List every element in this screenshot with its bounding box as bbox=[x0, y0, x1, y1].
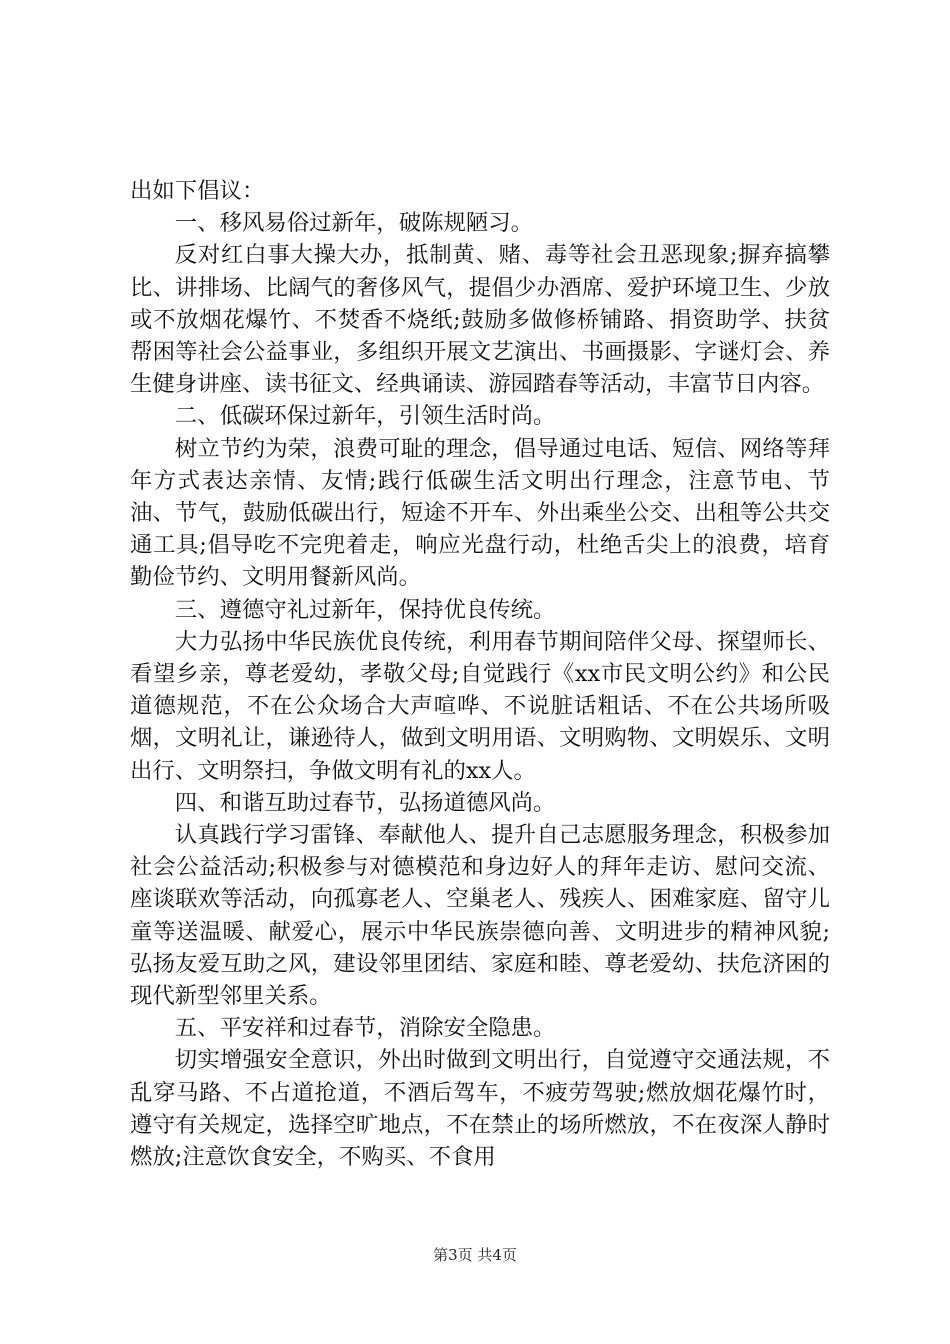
section-heading-5: 五、平安祥和过春节，消除安全隐患。 bbox=[174, 1015, 556, 1042]
document-body bbox=[130, 175, 830, 1173]
section-body-5: 切实增强安全意识，外出时做到文明出行，自觉遵守交通法规，不乱穿马路、不占道抢道，不酒后驾车，不疲劳驾驶;燃放烟花爆竹时，遵守有关规定，选择空旷地点，不在禁止的场所燃放，不在夜深人静时燃放;注意饮食安全，不购买、不食用 bbox=[130, 1047, 830, 1171]
section-body-4: 认真践行学习雷锋、奉献他人、提升自己志愿服务理念，积极参加社会公益活动;积极参与对德模范和身边好人的拜年走访、慰问交流、座谈联欢等活动，向孤寡老人、空巢老人、残疾人、困难家庭、留守儿童等送温暖、献爱心，展示中华民族崇德向善、文明进步的精神风貌;弘扬友爱互助之风，建设邻里团结、家庭和睦、尊老爱幼、扶危济困的现代新型邻里关系。 bbox=[130, 822, 830, 1010]
section-heading-4: 四、和谐互助过春节，弘扬道德风尚。 bbox=[174, 789, 556, 816]
page-number-footer: 第3页 共4页 bbox=[433, 1246, 517, 1264]
section-heading-1: 一、移风易俗过新年，破陈规陋习。 bbox=[174, 210, 534, 237]
section-body-2: 树立节约为荣，浪费可耻的理念，倡导通过电话、短信、网络等拜年方式表达亲情、友情;践行低碳生活文明出行理念，注意节电、节油、节气，鼓励低碳出行，短途不开车、外出乘坐公交、出租等公共交通工具;倡导吃不完兜着走，响应光盘行动，杜绝舌尖上的浪费，培育勤俭节约、文明用餐新风尚。 bbox=[130, 435, 830, 591]
paragraph-lead: 出如下倡议： bbox=[130, 178, 265, 204]
section-heading-2: 二、低碳环保过新年，引领生活时尚。 bbox=[174, 403, 556, 430]
section-heading-3: 三、遵德守礼过新年，保持优良传统。 bbox=[174, 596, 556, 623]
section-body-3: 大力弘扬中华民族优良传统，利用春节期间陪伴父母、探望师长、看望乡亲，尊老爱幼，孝敬父母;自觉践行《xx市民文明公约》和公民道德规范，不在公众场合大声喧哗、不说脏话粗话、不在公共场所吸烟，文明礼让，谦逊待人，做到文明用语、文明购物、文明娱乐、文明出行、文明祭扫，争做文明有礼的xx人。 bbox=[130, 628, 830, 784]
section-body-1: 反对红白事大操大办，抵制黄、赌、毒等社会丑恶现象;摒弃搞攀比、讲排场、比阔气的奢侈风气，提倡少办酒席、爱护环境卫生、少放或不放烟花爆竹、不焚香不烧纸;鼓励多做修桥铺路、捐资助学、扶贫帮困等社会公益事业，多组织开展文艺演出、书画摄影、字谜灯会、养生健身讲座、读书征文、经典诵读、游园踏春等活动，丰富节日内容。 bbox=[130, 242, 830, 398]
